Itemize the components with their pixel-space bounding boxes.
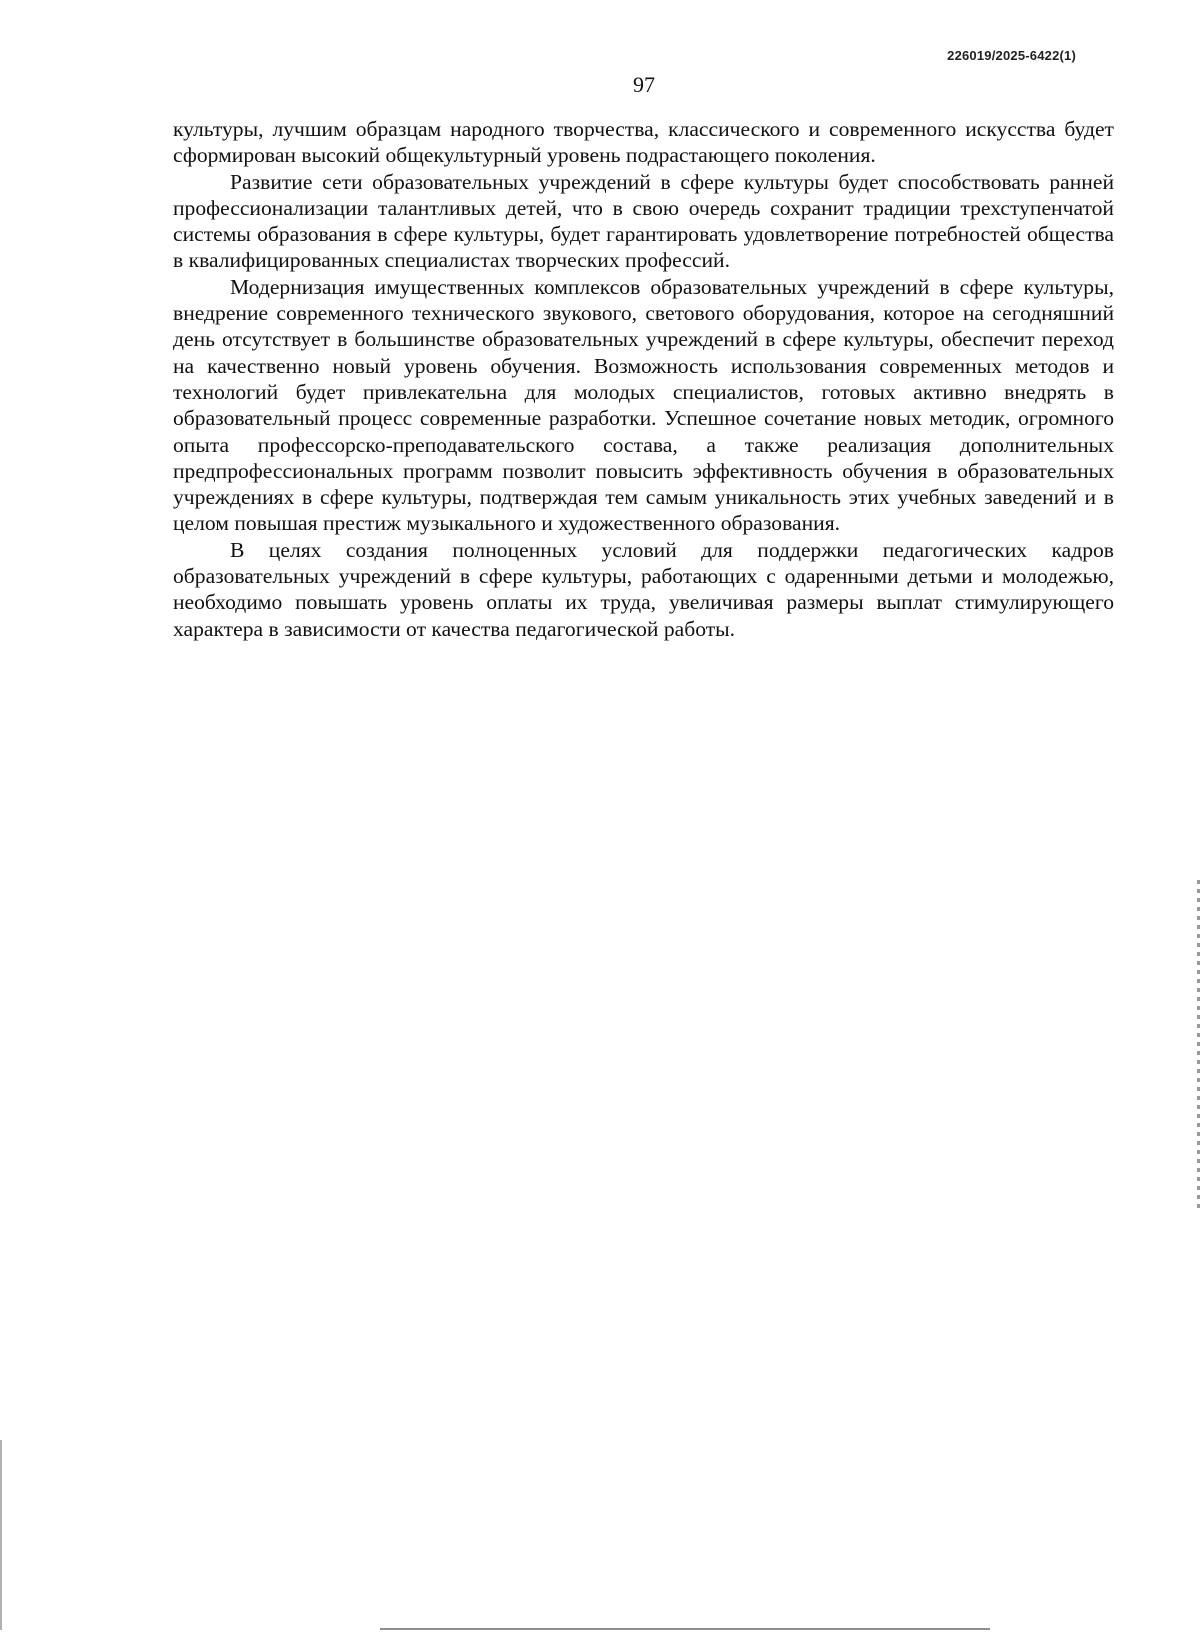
paragraph-3: Модернизация имущественных комплексов образовательных учреждений в сфере культуры, внедрение современного технического звукового, светового оборудования, которое на сегодняшний день отсутствует в большинстве образовательных учреждений в сфере культуры, обеспечит переход на качественно новый уровень обучения. Возможность использования современных методов и технологий будет привлекательна для молодых специалистов, готовых активно внедрять в образовательный процесс современные разработки. Успешное сочетание новых методик, огромного опыта профессорско-преподавательского состава, а также реализация дополнительных предпрофессиональных программ позволит повысить эффективность обучения в образовательных учреждениях в сфере культуры, подтверждая тем самым уникальность этих учебных заведений и в целом повышая престиж музыкального и художественного образования. bbox=[173, 274, 1114, 536]
paragraph-4: В целях создания полноценных условий для поддержки педагогических кадров образовательных учреждений в сфере культуры, работающих с одаренными детьми и молодежью, необходимо повышать уровень оплаты их труда, увеличивая размеры выплат стимулирующего характера в зависимости от качества педагогической работы. bbox=[173, 537, 1114, 641]
scan-edge-artifact-bottom bbox=[380, 1628, 990, 1630]
paragraph-1: культуры, лучшим образцам народного творчества, классического и современного искусства будет сформирован высокий общекультурный уровень подрастающего поколения. bbox=[173, 117, 1114, 168]
document-registration-number: 226019/2025-6422(1) bbox=[947, 48, 1076, 63]
page-number: 97 bbox=[633, 72, 655, 97]
paragraph-2: Развитие сети образовательных учреждений в сфере культуры будет способствовать ранней профессионализации талантливых детей, что в свою очередь сохранит традиции трехступенчатой системы образования в сфере культуры, будет гарантировать удовлетворение потребностей общества в квалифицированных специалистах творческих профессий. bbox=[173, 169, 1114, 273]
document-body bbox=[173, 116, 1114, 642]
scan-edge-artifact-left bbox=[0, 1440, 2, 1630]
